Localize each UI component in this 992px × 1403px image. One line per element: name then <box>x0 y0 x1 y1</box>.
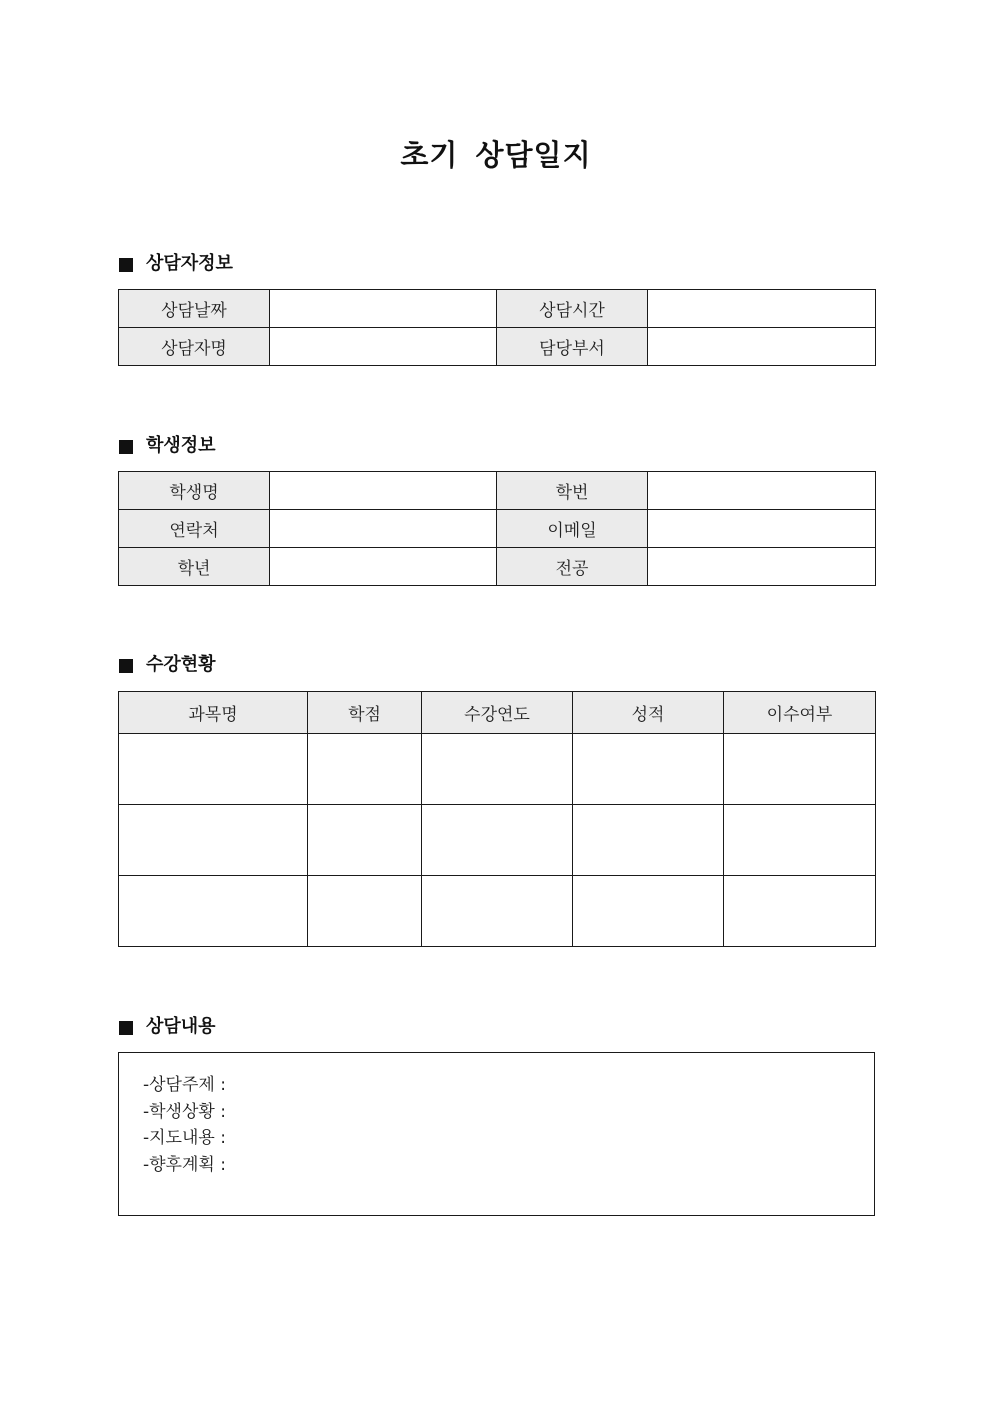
table-row <box>119 290 876 328</box>
email-field[interactable] <box>648 510 876 548</box>
major-field[interactable] <box>648 548 876 586</box>
table-row <box>119 805 876 876</box>
table-cell[interactable] <box>422 734 573 805</box>
table-row <box>119 472 876 510</box>
table-row <box>119 328 876 366</box>
department-field[interactable] <box>648 328 876 366</box>
counsel-date-label: 상담날짜 <box>119 290 270 328</box>
square-bullet-icon <box>119 659 133 673</box>
table-cell[interactable] <box>308 805 422 876</box>
contact-label: 연락처 <box>119 510 270 548</box>
table-cell[interactable] <box>422 876 573 947</box>
column-header-credits: 학점 <box>308 692 422 734</box>
grade-year-label: 학년 <box>119 548 270 586</box>
course-status-table <box>118 691 876 947</box>
counselor-info-heading-text: 상담자정보 <box>146 253 233 274</box>
course-status-heading-text: 수강현황 <box>146 654 216 675</box>
table-cell[interactable] <box>119 734 308 805</box>
table-cell[interactable] <box>119 876 308 947</box>
counsel-content-heading <box>119 1014 216 1040</box>
table-cell[interactable] <box>119 805 308 876</box>
department-label: 담당부서 <box>497 328 648 366</box>
student-name-label: 학생명 <box>119 472 270 510</box>
table-header-row <box>119 692 876 734</box>
column-header-completion: 이수여부 <box>724 692 876 734</box>
square-bullet-icon <box>119 440 133 454</box>
counsel-content-heading-text: 상담내용 <box>146 1016 216 1037</box>
counselor-name-label: 상담자명 <box>119 328 270 366</box>
column-header-year: 수강연도 <box>422 692 573 734</box>
column-header-grade: 성적 <box>573 692 724 734</box>
table-cell[interactable] <box>724 734 876 805</box>
counsel-content-lines <box>143 1072 226 1178</box>
column-header-course-name: 과목명 <box>119 692 308 734</box>
square-bullet-icon <box>119 1021 133 1035</box>
counsel-time-field[interactable] <box>648 290 876 328</box>
counsel-date-field[interactable] <box>270 290 497 328</box>
table-cell[interactable] <box>724 805 876 876</box>
email-label: 이메일 <box>497 510 648 548</box>
table-cell[interactable] <box>308 876 422 947</box>
table-cell[interactable] <box>724 876 876 947</box>
student-info-heading-text: 학생정보 <box>146 435 216 456</box>
contact-field[interactable] <box>270 510 497 548</box>
grade-year-field[interactable] <box>270 548 497 586</box>
table-cell[interactable] <box>422 805 573 876</box>
student-info-heading <box>119 433 216 459</box>
counselor-info-table <box>118 289 876 366</box>
guidance-line: -지도내용 : <box>143 1128 226 1148</box>
table-cell[interactable] <box>308 734 422 805</box>
table-row <box>119 876 876 947</box>
table-cell[interactable] <box>573 734 724 805</box>
student-name-field[interactable] <box>270 472 497 510</box>
counsel-content-box[interactable] <box>118 1052 875 1216</box>
student-id-label: 학번 <box>497 472 648 510</box>
counsel-time-label: 상담시간 <box>497 290 648 328</box>
counselor-info-heading <box>119 251 233 277</box>
table-row <box>119 734 876 805</box>
document-title: 초기 상담일지 <box>400 138 592 172</box>
table-row <box>119 548 876 586</box>
square-bullet-icon <box>119 258 133 272</box>
table-cell[interactable] <box>573 805 724 876</box>
table-row <box>119 510 876 548</box>
topic-line: -상담주제 : <box>143 1075 226 1095</box>
major-label: 전공 <box>497 548 648 586</box>
student-situation-line: -학생상황 : <box>143 1101 226 1122</box>
counselor-name-field[interactable] <box>270 328 497 366</box>
student-id-field[interactable] <box>648 472 876 510</box>
table-cell[interactable] <box>573 876 724 947</box>
student-info-table <box>118 471 876 586</box>
future-plan-line: -향후계획 : <box>143 1154 226 1175</box>
course-status-heading <box>119 652 216 678</box>
